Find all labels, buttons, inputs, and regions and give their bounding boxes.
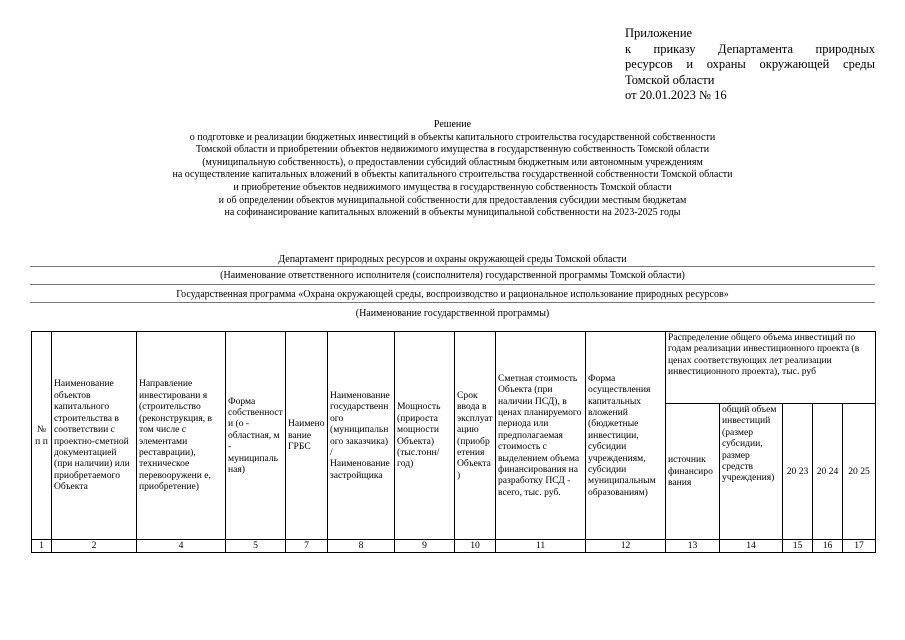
column-number: 15	[783, 540, 813, 553]
header-grbs: Наименование ГРБС	[286, 332, 328, 540]
divider	[30, 302, 875, 303]
decision-line: (муниципальную собственность), о предоставлении субсидий областным бюджетным или автономным учреждениям	[202, 156, 703, 168]
decision-line: и приобретение объектов недвижимого имущества в государственную собственность Томской области	[233, 181, 672, 193]
header-form: Форма осуществления капитальных вложений (бюджетные инвестиции, субсидии учреждениям, субсидии муниципальным образованиям)	[586, 332, 666, 540]
column-number: 16	[813, 540, 843, 553]
header-direction-title: Направление инвестировани я	[139, 378, 208, 401]
column-number: 13	[666, 540, 720, 553]
program-name: Государственная программа «Охрана окружающей среды, воспроизводство и рациональное использование природных ресурсов»	[176, 289, 729, 300]
decision-line: на софинансирование капитальных вложений в объекты муниципальной собственности на 2023-2025 годы	[224, 207, 681, 219]
header-customer-title: Наименование государственного (муниципального заказчика) /	[330, 389, 390, 458]
department-name: Департамент природных ресурсов и охраны окружающей среды Томской области	[278, 254, 627, 265]
investment-table	[31, 331, 876, 553]
decision-line: и об определении объектов муниципальной собственности для предоставления субсидии местным бюджетам	[218, 194, 687, 206]
column-number: 10	[455, 540, 496, 553]
header-year-2025: 20 25	[843, 404, 876, 540]
header-ownership: Форма собственности (о - областная, м - муниципальная)	[226, 332, 286, 540]
header-total: общий объем инвестиций (размер субсидии, размер средств учреждения)	[720, 404, 783, 540]
header-direction-detail: (строительство (реконструкция, в том числе с элементами реставрации), техническое перевооружени е, приобретение)	[139, 401, 213, 493]
appendix-block	[625, 26, 875, 104]
department-caption: (Наименование ответственного исполнителя (соисполнителя) государственной программы Томской области)	[220, 270, 685, 281]
appendix-region-line: Томской области	[625, 72, 715, 87]
decision-title: Решение	[433, 119, 472, 130]
column-number: 4	[137, 540, 226, 553]
column-number: 1	[32, 540, 52, 553]
divider	[30, 266, 875, 267]
header-number: № п п	[32, 332, 52, 540]
appendix-order-line: к приказу Департамента природных	[625, 41, 875, 56]
header-estimate: Сметная стоимость Объекта (при наличии ПСД), в ценах планируемого периода или предполагаемая стоимость с выделением объема финансирования на разработку ПСД - всего, тыс. руб.	[496, 332, 586, 540]
header-direction	[137, 332, 226, 540]
column-number: 14	[720, 540, 783, 553]
appendix-date-line: от 20.01.2023 № 16	[625, 88, 727, 102]
header-object-name: Наименование объектов капитального строительства в соответствии с проектно-сметной документацией (при наличии) или приобретаемого Объекта	[52, 332, 137, 540]
header-customer-builder: Наименование застройщика	[330, 458, 390, 481]
column-number: 5	[226, 540, 286, 553]
column-number: 11	[496, 540, 586, 553]
column-number: 7	[286, 540, 328, 553]
column-number: 12	[586, 540, 666, 553]
header-year-2023: 20 23	[783, 404, 813, 540]
appendix-department-line: ресурсов и охраны окружающей среды	[625, 57, 875, 71]
header-customer	[328, 332, 395, 540]
header-capacity: Мощность (прироста мощности Объекта) (тыс.тонн/год)	[395, 332, 455, 540]
divider	[30, 284, 875, 285]
program-caption: (Наименование государственной программы)	[355, 308, 550, 319]
header-year-2024: 20 24	[813, 404, 843, 540]
decision-heading	[20, 119, 885, 220]
column-number: 8	[328, 540, 395, 553]
appendix-title: Приложение	[625, 26, 693, 40]
column-number: 2	[52, 540, 137, 553]
column-number: 17	[843, 540, 876, 553]
header-distribution: Распределение общего объема инвестиций по годам реализации инвестиционного проекта (в ценах соответствующих лет реализации инвестиционного проекта), тыс. руб	[666, 332, 876, 404]
header-source: источник финансирования	[666, 404, 720, 540]
header-term: Срок ввода в эксплуатацию (приобретения Объекта)	[455, 332, 496, 540]
decision-line: на осуществление капитальных вложений в объекты капитального строительства государственной собственности Томской области	[172, 169, 733, 181]
column-number: 9	[395, 540, 455, 553]
decision-line: Томской области и приобретении объектов недвижимого имущества в государственную собственность Томской области	[195, 144, 710, 156]
column-numbers-row	[32, 540, 876, 553]
decision-line: о подготовке и реализации бюджетных инвестиций в объекты капитального строительства государственной собственности	[189, 131, 716, 143]
